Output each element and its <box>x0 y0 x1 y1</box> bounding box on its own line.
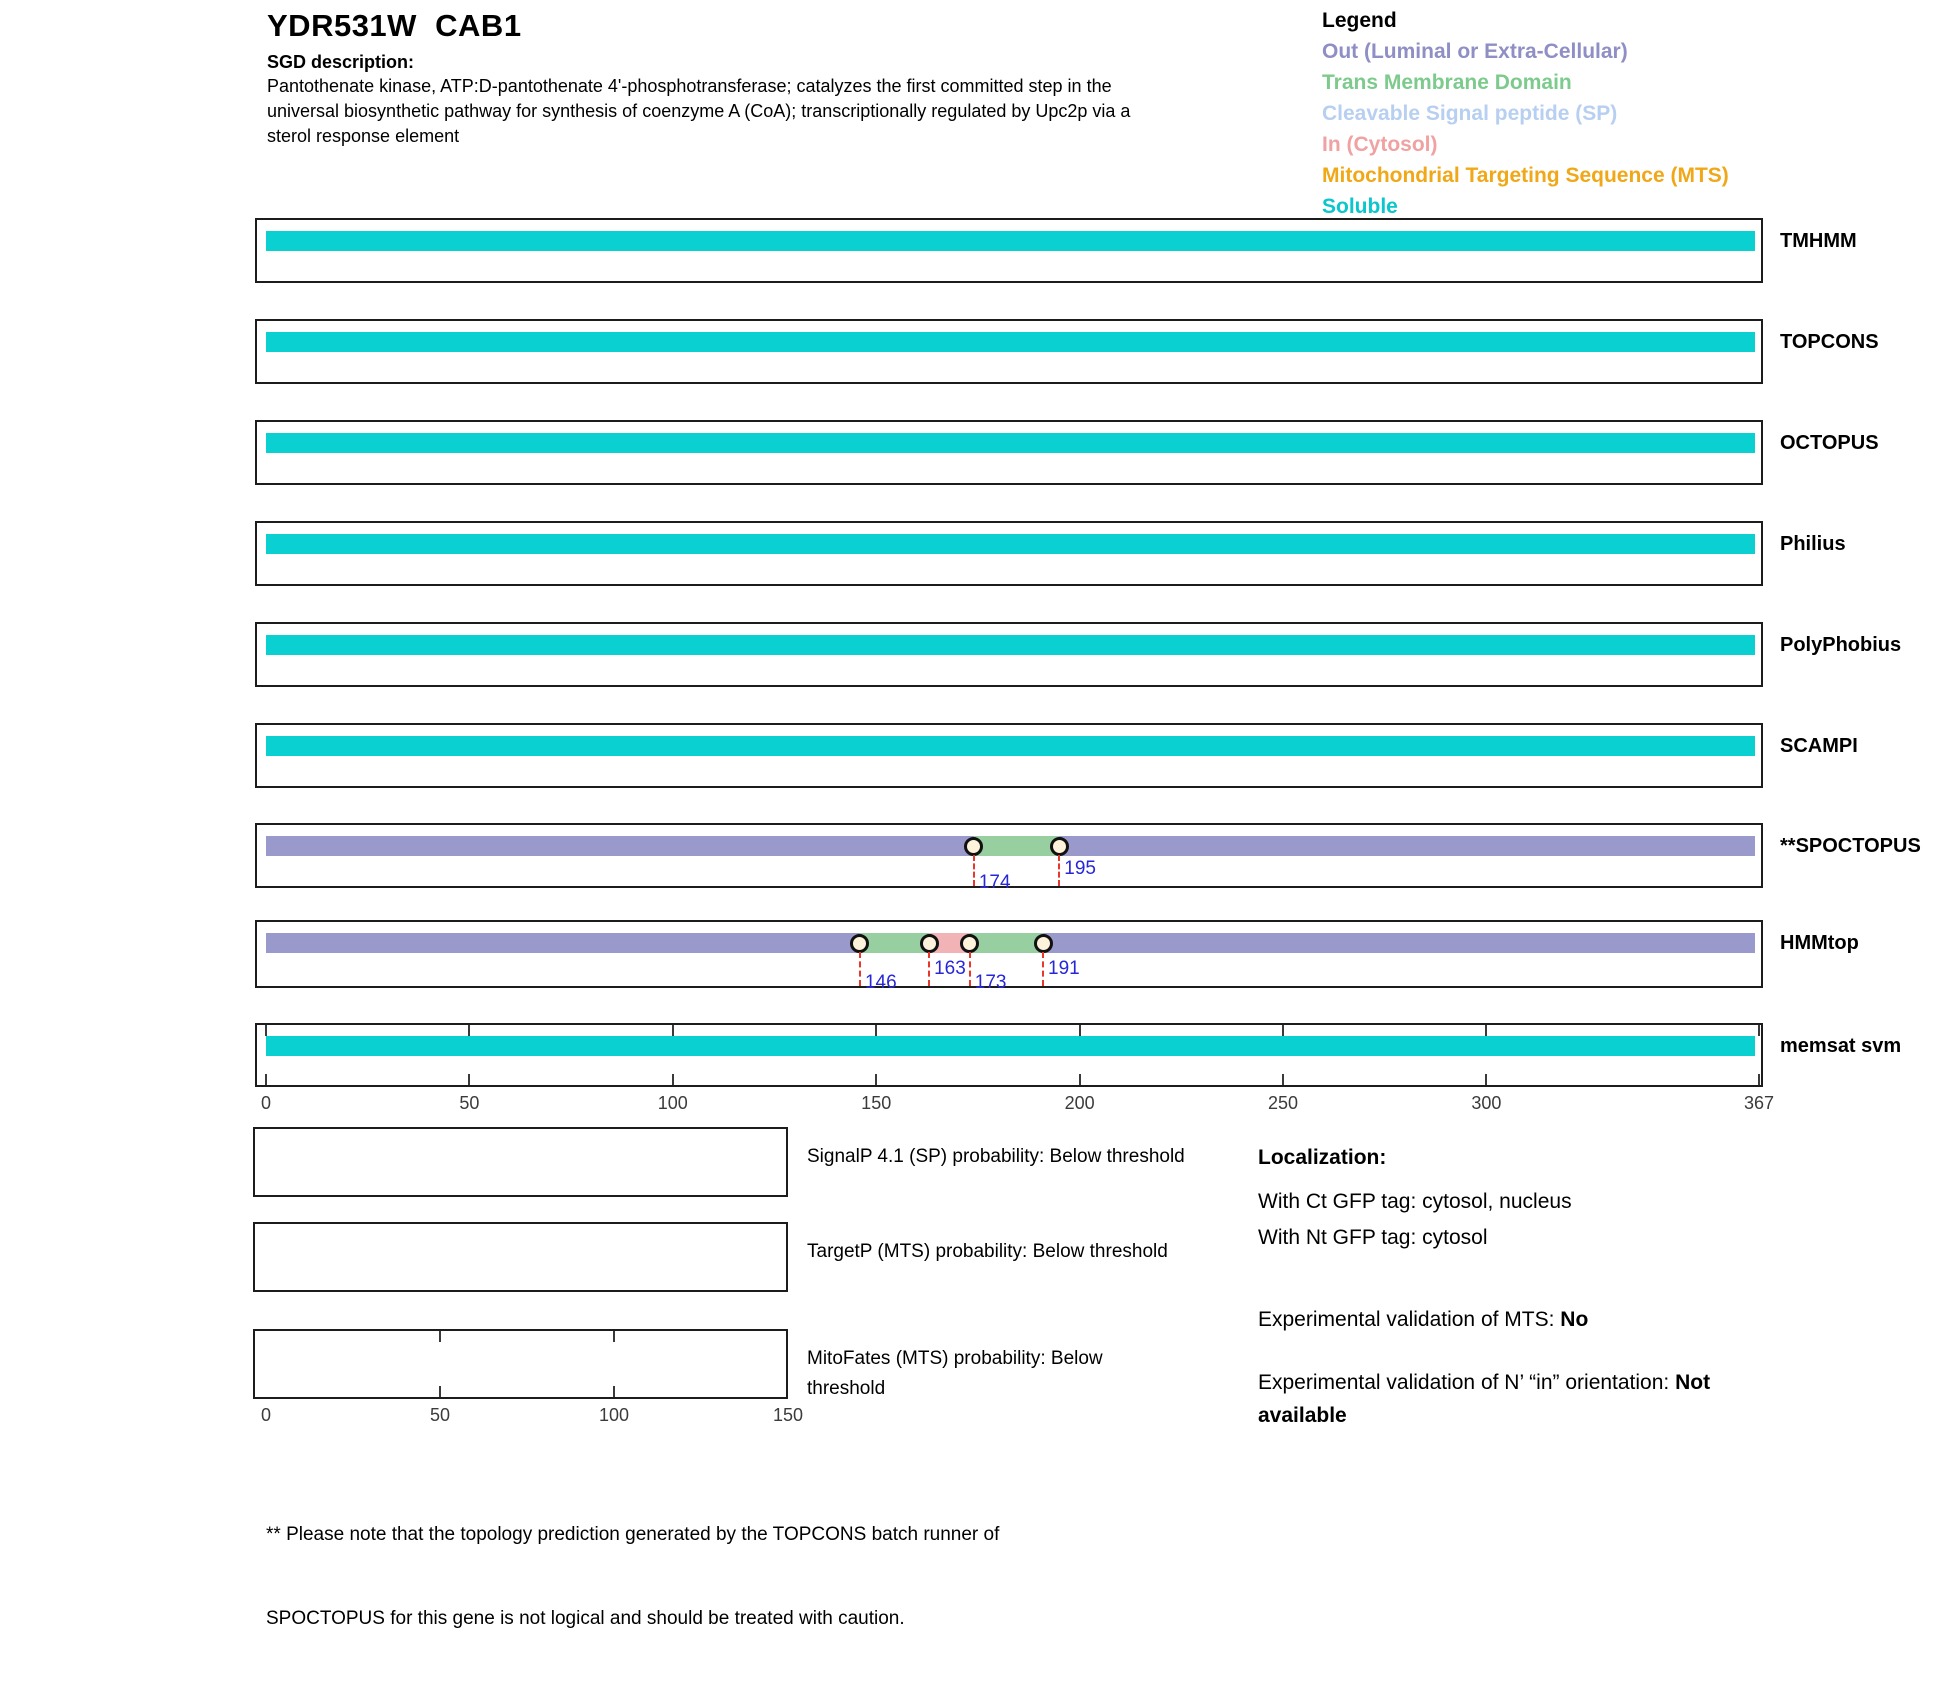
axis-tick <box>468 1025 470 1036</box>
track-bar <box>263 534 1755 554</box>
segment-out <box>266 836 974 856</box>
track-bar <box>263 433 1755 453</box>
footnote <box>266 1465 999 1689</box>
boundary-circle <box>850 934 869 953</box>
boundary-dash-line <box>1058 855 1060 886</box>
segment-soluble <box>266 635 1755 655</box>
segment-out <box>1059 836 1755 856</box>
track-label: HMMtop <box>1780 932 1859 954</box>
track-bar <box>263 736 1755 756</box>
boundary-position-label: 163 <box>934 958 966 979</box>
boundary-dash-line <box>969 952 971 986</box>
segment-tm <box>860 933 929 953</box>
axis-tick <box>265 1074 267 1085</box>
segment-out <box>1043 933 1755 953</box>
axis-tick <box>1282 1025 1284 1036</box>
legend-item: In (Cytosol) <box>1322 133 1438 156</box>
track-label: TOPCONS <box>1780 331 1879 353</box>
legend-item: Soluble <box>1322 195 1398 218</box>
mini-axis-tick-label: 50 <box>429 1405 451 1425</box>
mts-validation-line <box>1258 1308 1588 1332</box>
mini-axis-tick-label: 100 <box>598 1405 630 1425</box>
axis-tick-label: 150 <box>861 1093 892 1113</box>
axis-tick <box>672 1025 674 1036</box>
track-bar <box>263 836 1755 856</box>
footnote-line: SPOCTOPUS for this gene is not logical and should be treated with caution. <box>266 1608 905 1629</box>
track-label: OCTOPUS <box>1780 432 1879 454</box>
probability-plot-box <box>253 1127 788 1197</box>
track-row-hmmtop <box>255 920 1763 988</box>
axis-tick <box>672 1074 674 1085</box>
segment-soluble <box>266 332 1755 352</box>
legend-item: Cleavable Signal peptide (SP) <box>1322 102 1618 125</box>
track-bar <box>263 933 1755 953</box>
axis-tick <box>1079 1074 1081 1085</box>
track-bar <box>263 635 1755 655</box>
boundary-circle <box>964 837 983 856</box>
track-bar <box>263 231 1755 251</box>
mini-axis-tick-label: 150 <box>772 1405 804 1425</box>
axis-tick <box>1485 1025 1487 1036</box>
footnote-line: ** Please note that the topology prediction generated by the TOPCONS batch runner of <box>266 1524 1000 1545</box>
segment-soluble <box>266 1036 1755 1056</box>
boundary-dash-line <box>859 952 861 986</box>
axis-tick-label: 200 <box>1064 1093 1095 1113</box>
segment-soluble <box>266 736 1755 756</box>
mini-axis-tick-label: 0 <box>260 1405 272 1425</box>
axis-tick <box>1485 1074 1487 1085</box>
probability-plot-label: MitoFates (MTS) probability: Below <box>807 1348 1103 1369</box>
description-line: universal biosynthetic pathway for synthesis of coenzyme A (CoA); transcriptionally regulated by Upc2p via a <box>267 101 1131 121</box>
mini-axis-tick <box>613 1386 615 1397</box>
segment-soluble <box>266 534 1755 554</box>
orientation-validation-prefix: Experimental validation of N’ “in” orientation: <box>1258 1371 1676 1394</box>
segment-soluble <box>266 231 1755 251</box>
track-label: SCAMPI <box>1780 735 1858 757</box>
track-bar <box>263 1036 1755 1056</box>
axis-tick <box>1079 1025 1081 1036</box>
mini-axis-tick <box>613 1331 615 1342</box>
axis-tick-label: 367 <box>1743 1093 1775 1113</box>
axis-tick <box>875 1074 877 1085</box>
description-line: sterol response element <box>267 126 460 146</box>
axis-tick-label: 50 <box>459 1093 480 1113</box>
probability-plot-label: SignalP 4.1 (SP) probability: Below threshold <box>807 1146 1185 1167</box>
axis-tick <box>1282 1074 1284 1085</box>
boundary-position-label: 146 <box>864 972 897 993</box>
track-label: TMHMM <box>1780 230 1857 252</box>
track-label: memsat svm <box>1780 1035 1902 1057</box>
segment-tm <box>970 933 1043 953</box>
axis-tick <box>875 1025 877 1036</box>
localization-nt-line: With Nt GFP tag: cytosol <box>1258 1226 1488 1249</box>
legend <box>1322 5 1729 222</box>
boundary-circle <box>1050 837 1069 856</box>
mini-axis-tick <box>439 1331 441 1342</box>
orientation-validation-value: Not available <box>1258 1371 1711 1427</box>
page-title: YDR531W CAB1 <box>267 8 522 43</box>
probability-plot-label: TargetP (MTS) probability: Below threshold <box>807 1241 1168 1262</box>
localization-heading: Localization: <box>1258 1146 1387 1169</box>
boundary-position-label: 173 <box>974 972 1007 993</box>
boundary-dash-line <box>973 855 975 886</box>
track-label: **SPOCTOPUS <box>1780 835 1921 857</box>
sgd-description-text <box>267 74 1130 149</box>
track-label: PolyPhobius <box>1780 634 1902 656</box>
axis-tick <box>265 1025 267 1036</box>
boundary-dash-line <box>1042 952 1044 986</box>
legend-items <box>1322 36 1729 222</box>
legend-item: Mitochondrial Targeting Sequence (MTS) <box>1322 164 1729 187</box>
boundary-position-label: 174 <box>978 872 1011 893</box>
sgd-description-heading: SGD description: <box>267 52 415 72</box>
segment-soluble <box>266 433 1755 453</box>
mini-axis-tick <box>439 1386 441 1397</box>
axis-tick <box>1758 1025 1760 1036</box>
axis-tick-label: 100 <box>657 1093 688 1113</box>
legend-item: Out (Luminal or Extra-Cellular) <box>1322 40 1628 63</box>
axis-tick-label: 250 <box>1267 1093 1299 1113</box>
segment-tm <box>974 836 1059 856</box>
axis-tick <box>468 1074 470 1085</box>
axis-tick-label: 0 <box>260 1093 272 1113</box>
axis-tick-label: 300 <box>1471 1093 1502 1113</box>
mts-validation-prefix: Experimental validation of MTS: <box>1258 1308 1561 1331</box>
mts-validation-value: No <box>1560 1308 1589 1331</box>
probability-plot-label: threshold <box>807 1378 886 1399</box>
localization-ct-line: With Ct GFP tag: cytosol, nucleus <box>1258 1190 1572 1213</box>
axis-tick <box>1758 1074 1760 1085</box>
boundary-circle <box>920 934 939 953</box>
probability-plot-box <box>253 1329 788 1399</box>
boundary-dash-line <box>928 952 930 986</box>
legend-item: Trans Membrane Domain <box>1322 71 1572 94</box>
boundary-position-label: 195 <box>1064 858 1096 879</box>
description-line: Pantothenate kinase, ATP:D-pantothenate 4'-phosphotransferase; catalyzes the first committed step in the <box>267 76 1112 96</box>
track-label: Philius <box>1780 533 1846 555</box>
boundary-circle <box>1034 934 1053 953</box>
orientation-validation-line <box>1258 1366 1758 1432</box>
segment-out <box>266 933 860 953</box>
legend-title: Legend <box>1322 9 1397 32</box>
track-bar <box>263 332 1755 352</box>
probability-plot-box <box>253 1222 788 1292</box>
boundary-circle <box>960 934 979 953</box>
boundary-position-label: 191 <box>1048 958 1080 979</box>
